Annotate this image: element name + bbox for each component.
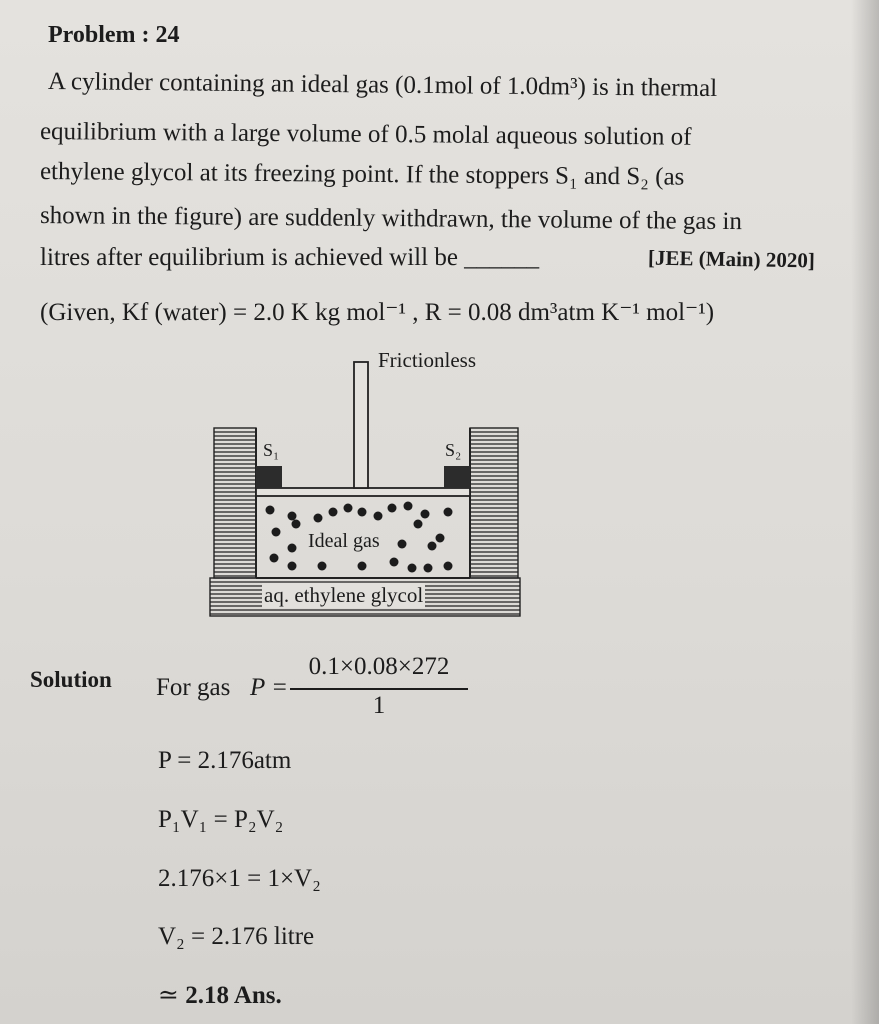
- gas-molecule-dot: [444, 508, 453, 517]
- fraction-bar: [290, 688, 468, 690]
- final-answer: 2.18 Ans.: [185, 982, 282, 1009]
- problem-line-2: equilibrium with a large volume of 0.5 molal aqueous solution of: [39, 118, 692, 151]
- figure-label-frictionless: Frictionless: [378, 348, 476, 372]
- solution-numerator: 0.1×0.08×272: [308, 653, 450, 680]
- gas-molecule-dot: [390, 558, 399, 567]
- problem-line-1: A cylinder containing an ideal gas (0.1mol of 1.0dm³) is in thermal: [47, 68, 718, 103]
- piston-rod: [354, 362, 368, 488]
- gas-molecule-dot: [421, 510, 430, 519]
- gas-molecule-dot: [272, 528, 281, 537]
- gas-molecule-dot: [314, 514, 323, 523]
- gas-molecule-dot: [270, 554, 279, 563]
- solution-p-symbol: P =: [250, 674, 288, 701]
- figure-label-s2: S₂: [445, 440, 462, 460]
- stopper-s1: [256, 466, 282, 488]
- gas-molecule-dot: [408, 564, 417, 573]
- stopper-s2: [444, 466, 470, 488]
- solution-answer-line: [158, 980, 282, 1010]
- gas-molecule-dot: [428, 542, 437, 551]
- problem-title: Problem : 24: [48, 22, 180, 48]
- gas-molecule-dot: [292, 520, 301, 529]
- gas-molecule-dot: [288, 562, 297, 571]
- problem-source: [JEE (Main) 2020]: [647, 245, 816, 273]
- solution-heading: Solution: [30, 667, 112, 692]
- piston-plate: [256, 488, 470, 496]
- solution-for-gas: For gas: [156, 674, 231, 701]
- solution-step-2: P₁V₁ = P₂V₂: [158, 806, 284, 833]
- solution-step-4: V₂ = 2.176 litre: [158, 923, 315, 950]
- solution-denominator: 1: [372, 692, 386, 719]
- gas-molecule-dot: [329, 508, 338, 517]
- figure-label-ideal-gas: Ideal gas: [308, 530, 380, 552]
- gas-molecule-dot: [288, 544, 297, 553]
- approx-sign: ≃: [158, 982, 179, 1009]
- gas-molecule-dot: [436, 534, 445, 543]
- solution-step-1: P = 2.176atm: [158, 747, 292, 774]
- gas-molecule-dot: [424, 564, 433, 573]
- page-edge-shadow: [851, 0, 879, 1024]
- gas-molecule-dot: [358, 562, 367, 571]
- gas-molecule-dot: [388, 504, 397, 513]
- gas-molecule-dot: [344, 504, 353, 513]
- gas-molecule-dot: [374, 512, 383, 521]
- problem-line-4: shown in the figure) are suddenly withdrawn, the volume of the gas in: [39, 202, 743, 236]
- gas-molecule-dot: [414, 520, 423, 529]
- problem-line-3: ethylene glycol at its freezing point. If the stoppers S₁ and S₂ (as: [39, 158, 685, 191]
- gas-molecule-dot: [404, 502, 413, 511]
- gas-molecule-dot: [318, 562, 327, 571]
- figure-label-s1: S₁: [263, 440, 280, 460]
- gas-molecule-dot: [358, 508, 367, 517]
- gas-molecule-dot: [398, 540, 407, 549]
- problem-line-5: litres after equilibrium is achieved will be ______: [40, 244, 540, 271]
- figure-label-solution: aq. ethylene glycol: [264, 583, 424, 607]
- gas-molecule-dot: [288, 512, 297, 521]
- gas-molecule-dot: [266, 506, 275, 515]
- problem-given: (Given, Kf (water) = 2.0 K kg mol⁻¹ , R = 0.08 dm³atm K⁻¹ mol⁻¹): [40, 299, 715, 326]
- solution-step-3: 2.176×1 = 1×V₂: [158, 865, 321, 892]
- gas-molecule-dot: [444, 562, 453, 571]
